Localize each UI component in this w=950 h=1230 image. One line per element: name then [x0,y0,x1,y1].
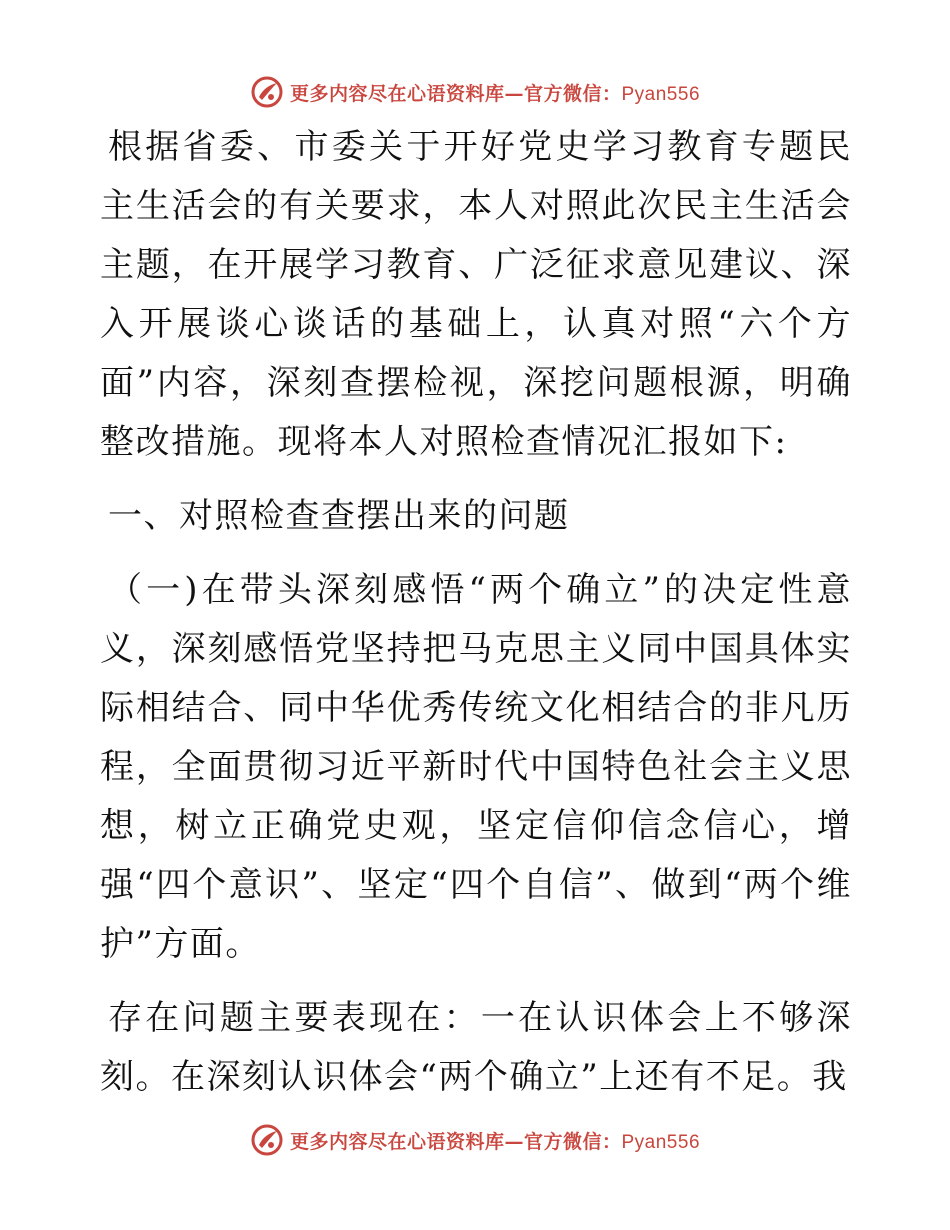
watermark-text: 更多内容尽在心语资料库—官方微信：Pyan556 [289,1130,701,1153]
document-body [100,118,852,1107]
section-heading: 一、对照检查查摆出来的问题 [108,496,570,536]
issues-paragraph: 存在问题主要表现在：一在认识体会上不够深刻。在深刻认识体会“两个确立”上还有不足。我 [100,998,852,1097]
brush-seal-icon [250,75,284,109]
watermark-text: 更多内容尽在心语资料库—官方微信：Pyan556 [289,82,701,105]
footer-watermark [0,1120,950,1160]
subsection-paragraph: （一)在带头深刻感悟“两个确立”的决定性意义，深刻感悟党坚持把马克思主义同中国具体实际相结合、同中华优秀传统文化相结合的非凡历程，全面贯彻习近平新时代中国特色社会主义思想，树立正确党史观，坚定信仰信念信心，增强“四个意识”、坚定“四个自信”、做到“两个维护”方面。 [100,570,852,964]
intro-paragraph: 根据省委、市委关于开好党史学习教育专题民主生活会的有关要求，本人对照此次民主生活会主题，在开展学习教育、广泛征求意见建议、深入开展谈心谈话的基础上，认真对照“六个方面”内容，深刻查摆检视，深挖问题根源，明确整改措施。现将本人对照检查情况汇报如下: [100,127,852,462]
header-watermark [0,72,950,112]
brush-seal-icon [250,1123,284,1157]
